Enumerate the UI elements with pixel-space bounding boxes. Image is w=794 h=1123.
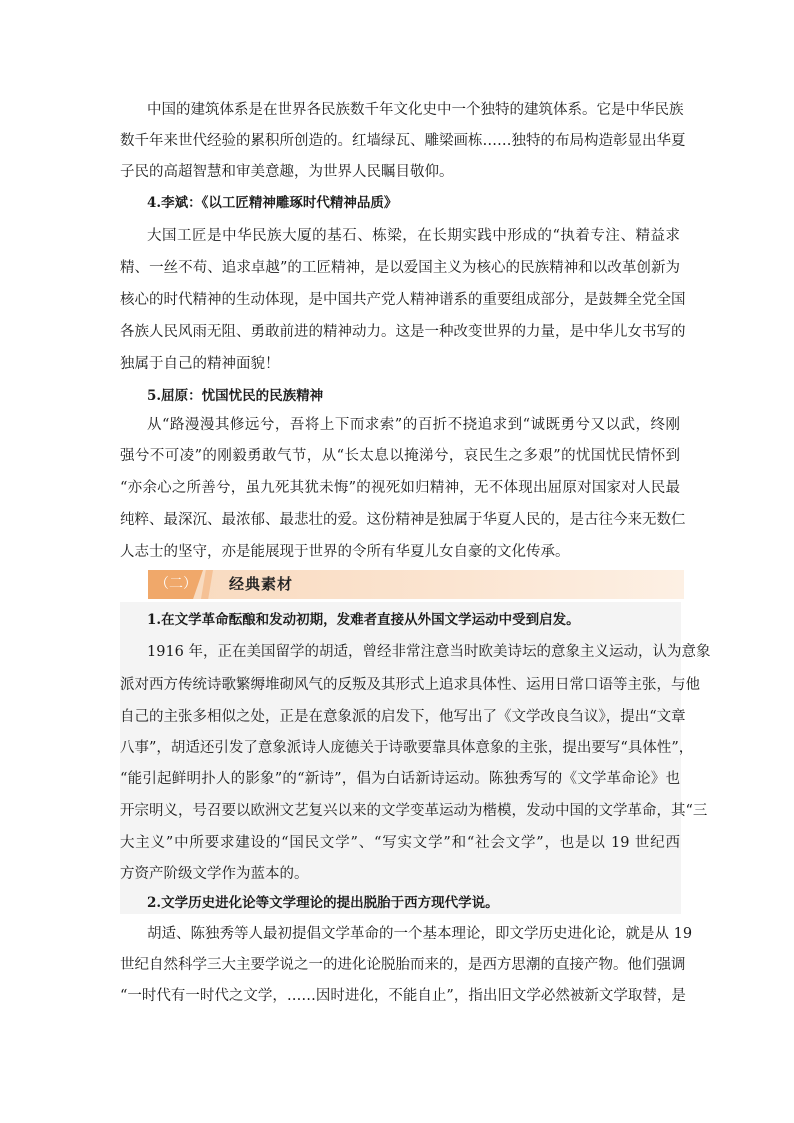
material-line: 大主义”中所要求建设的“国民文学”、“写实文学”和“社会文学”，也是以 19 世纪西 bbox=[120, 835, 680, 851]
paragraph-line: 数千年来世代经验的累积所创造的。红墙绿瓦、雕梁画栋……独特的布局构造彰显出华夏 bbox=[120, 133, 686, 149]
paragraph-line: 大国工匠是中华民族大厦的基石、栋梁，在长期实践中形成的“执着专注、精益求 bbox=[147, 228, 680, 244]
paragraph-line: 精、一丝不苟、追求卓越”的工匠精神，是以爱国主义为核心的民族精神和以改革创新为 bbox=[120, 260, 680, 276]
material-heading: 2.文学历史进化论等文学理论的提出脱胎于西方现代学说。 bbox=[147, 895, 499, 911]
paragraph-line: 核心的时代精神的生动体现，是中国共产党人精神谱系的重要组成部分，是鼓舞全党全国 bbox=[120, 292, 686, 308]
material-line: 派对西方传统诗歌繁缛堆砌风气的反叛及其形式上追求具体性、运用日常口语等主张，与他 bbox=[120, 677, 700, 693]
paragraph-line: “亦余心之所善兮，虽九死其犹未悔”的视死如归精神，无不体现出屈原对国家对人民最 bbox=[120, 480, 680, 496]
material-line: 胡适、陈独秀等人最初提倡文学革命的一个基本理论，即文学历史进化论，就是从 19 bbox=[147, 926, 693, 942]
section-heading: 4.李斌：《以工匠精神雕琢时代精神品质》 bbox=[147, 195, 398, 211]
material-line: 自己的主张多相似之处，正是在意象派的启发下，他写出了《文学改良刍议》，提出“文章 bbox=[120, 709, 686, 725]
paragraph-line: 纯粹、最深沉、最浓郁、最悲壮的爱。这份精神是独属于华夏人民的，是古往今来无数仁 bbox=[120, 512, 686, 528]
material-line: 开宗明义，号召要以欧洲文艺复兴以来的文学变革运动为楷模，发动中国的文学革命，其“三 bbox=[120, 803, 708, 819]
paragraph-line: 子民的高超智慧和审美意趣，为世界人民瞩目敬仰。 bbox=[120, 164, 454, 180]
banner-tab-accent bbox=[201, 570, 213, 599]
section-banner bbox=[148, 570, 684, 599]
section-heading: 5.屈原：忧国忧民的民族精神 bbox=[147, 388, 324, 404]
paragraph-line: 人志士的坚守，亦是能展现于世界的令所有华夏儿女自豪的文化传承。 bbox=[120, 544, 570, 560]
material-line: 1916 年，正在美国留学的胡适，曾经非常注意当时欧美诗坛的意象主义运动，认为意象 bbox=[147, 644, 711, 660]
material-line: 方资产阶级文学作为蓝本的。 bbox=[120, 866, 309, 882]
banner-title: 经典素材 bbox=[229, 575, 294, 593]
paragraph-line: 各族人民风雨无阻、勇敢前进的精神动力。这是一种改变世界的力量，是中华儿女书写的 bbox=[120, 324, 686, 340]
paragraph-line: 从“路漫漫其修远兮，吾将上下而求索”的百折不挠追求到“诚既勇兮又以武，终刚 bbox=[147, 417, 680, 433]
material-line: “能引起鲜明扑人的影象”的“新诗”，倡为白话新诗运动。陈独秀写的《文学革命论》也 bbox=[120, 771, 680, 787]
material-heading: 1.在文学革命酝酿和发动初期，发难者直接从外国文学运动中受到启发。 bbox=[147, 612, 580, 628]
material-line: “一时代有一时代之文学，……因时进化，不能自止”，指出旧文学必然被新文学取替，是 bbox=[120, 988, 686, 1004]
paragraph-line: 强兮不可凌”的刚毅勇敢气节，从“长太息以掩涕兮，哀民生之多艰”的忧国忧民情怀到 bbox=[120, 448, 680, 464]
paragraph-line: 中国的建筑体系是在世界各民族数千年文化史中一个独特的建筑体系。它是中华民族 bbox=[147, 102, 684, 118]
material-line: 八事”，胡适还引发了意象派诗人庞德关于诗歌要靠具体意象的主张，提出要写“具体性”， bbox=[120, 740, 694, 756]
material-line: 世纪自然科学三大主要学说之一的进化论脱胎而来的，是西方思潮的直接产物。他们强调 bbox=[120, 957, 686, 973]
paragraph-line: 独属于自己的精神面貌！ bbox=[120, 356, 280, 372]
banner-tag: （二） bbox=[155, 576, 197, 592]
